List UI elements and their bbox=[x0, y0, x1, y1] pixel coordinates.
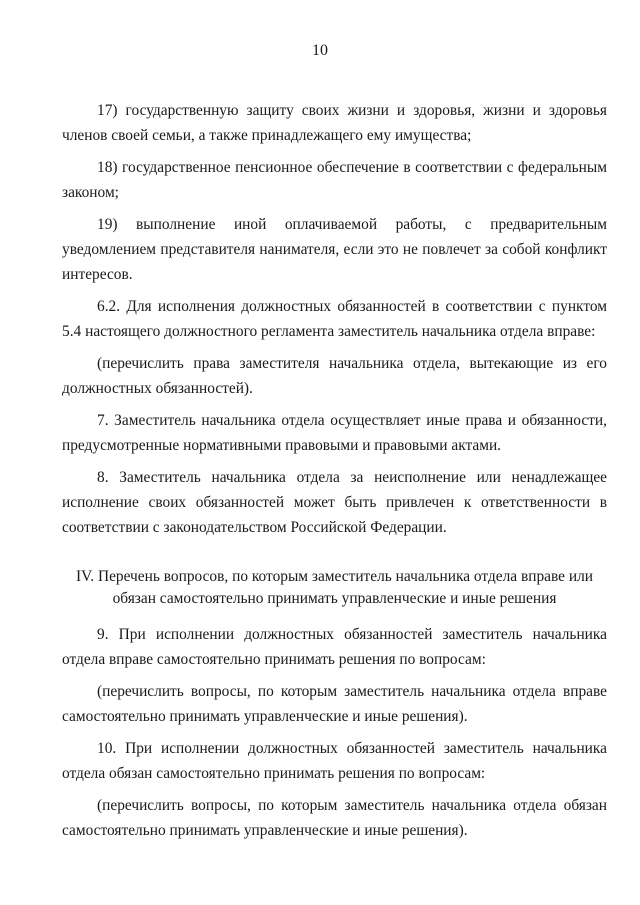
document-body bbox=[62, 98, 607, 850]
paragraph-10: 10. При исполнении должностных обязанностей заместитель начальника отдела обязан самостоятельно принимать решения по вопросам: bbox=[62, 740, 607, 782]
paragraph-6-2-note: (перечислить права заместителя начальника отдела, вытекающие из его должностных обязанностей). bbox=[62, 355, 607, 397]
paragraph-18: 18) государственное пенсионное обеспечение в соответствии с федеральным законом; bbox=[62, 159, 607, 201]
paragraph-19: 19) выполнение иной оплачиваемой работы, с предварительным уведомлением представителя нанимателя, если это не повлечет за собой конфликт интересов. bbox=[62, 216, 607, 283]
page-number: 10 bbox=[312, 42, 328, 59]
paragraph-8: 8. Заместитель начальника отдела за неисполнение или ненадлежащее исполнение своих обязанностей может быть привлечен к ответственности в соответствии с законодательством Российской Федерации. bbox=[62, 469, 607, 536]
paragraph-9: 9. При исполнении должностных обязанностей заместитель начальника отдела вправе самостоятельно принимать решения по вопросам: bbox=[62, 626, 607, 668]
paragraph-10-note: (перечислить вопросы, по которым заместитель начальника отдела обязан самостоятельно принимать управленческие и иные решения). bbox=[62, 797, 607, 839]
section-heading-line-2: обязан самостоятельно принимать управленческие и иные решения bbox=[112, 590, 557, 607]
paragraph-17: 17) государственную защиту своих жизни и здоровья, жизни и здоровья членов своей семьи, а также принадлежащего ему имущества; bbox=[62, 102, 607, 144]
paragraph-9-note: (перечислить вопросы, по которым заместитель начальника отдела вправе самостоятельно принимать управленческие и иные решения). bbox=[62, 683, 607, 725]
paragraph-6-2: 6.2. Для исполнения должностных обязанностей в соответствии с пунктом 5.4 настоящего должностного регламента заместитель начальника отдела вправе: bbox=[62, 298, 607, 340]
section-heading-line-1: IV. Перечень вопросов, по которым заместитель начальника отдела вправе или bbox=[76, 568, 593, 585]
paragraph-7: 7. Заместитель начальника отдела осуществляет иные права и обязанности, предусмотренные нормативными правовыми и правовыми актами. bbox=[62, 412, 607, 454]
section-heading-iv bbox=[62, 566, 607, 610]
